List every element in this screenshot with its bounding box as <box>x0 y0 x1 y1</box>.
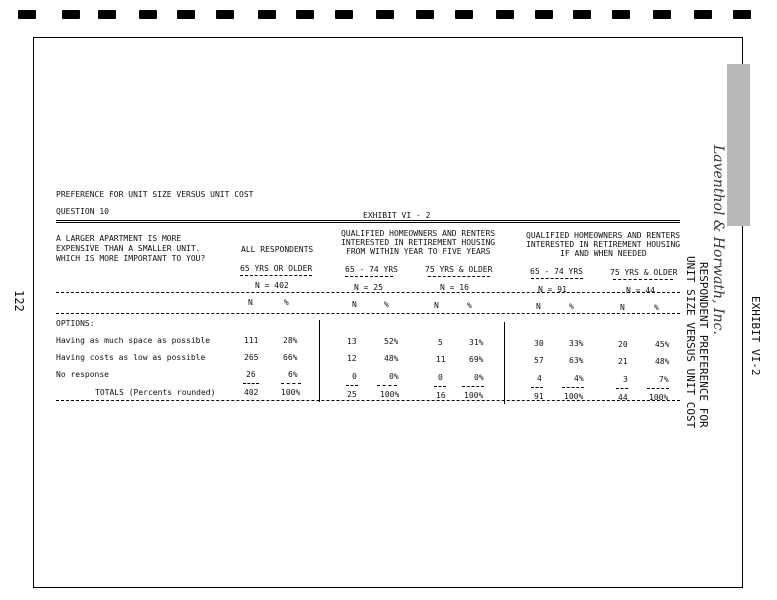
cell: 13 <box>347 337 357 346</box>
binder-hole <box>18 10 36 19</box>
question-number: QUESTION 10 <box>56 207 109 216</box>
total-cell: 16 <box>436 391 446 400</box>
column-divider <box>319 320 320 402</box>
col-header-n: N <box>620 303 625 312</box>
cell: 31% <box>469 338 484 347</box>
cell: 20 <box>618 340 628 349</box>
col-header-pct: % <box>384 300 389 309</box>
cell: 3 <box>623 375 628 384</box>
col-header-pct: % <box>467 301 472 310</box>
exhibit-label: EXHIBIT VI - 2 <box>363 211 431 220</box>
group-five-n-1: N = 25 <box>354 283 383 292</box>
cell: 30 <box>534 339 544 348</box>
total-cell: 100% <box>380 390 400 399</box>
cell: 45% <box>655 340 670 349</box>
company-tab <box>727 64 750 226</box>
binder-hole <box>694 10 712 19</box>
binder-hole <box>335 10 353 19</box>
column-header-rule <box>56 292 680 293</box>
sum-rule <box>562 387 584 388</box>
sum-rule <box>647 388 669 389</box>
group-five-age-2: 75 YRS & OLDER <box>425 265 493 274</box>
group-needed-title-line: IF AND WHEN NEEDED <box>560 249 647 258</box>
cell: 63% <box>569 356 584 365</box>
underline <box>240 275 312 276</box>
binder-hole <box>535 10 553 19</box>
sum-rule <box>281 383 301 384</box>
side-exhibit-label: EXHIBIT VI-2 <box>749 296 762 376</box>
group-five-title-line: QUALIFIED HOMEOWNERS AND RENTERS <box>341 229 496 238</box>
total-cell: 100% <box>281 388 301 397</box>
col-header-pct: % <box>569 302 574 311</box>
table-title: PREFERENCE FOR UNIT SIZE VERSUS UNIT COST <box>56 190 254 199</box>
total-cell: 91 <box>534 392 544 401</box>
group-needed-title-line: QUALIFIED HOMEOWNERS AND RENTERS <box>526 231 681 240</box>
cell: 7% <box>659 375 669 384</box>
sum-rule <box>616 388 628 389</box>
binder-hole <box>258 10 276 19</box>
group-five-title-line: INTERESTED IN RETIREMENT HOUSING <box>341 238 496 247</box>
cell: 0% <box>474 373 484 382</box>
col-header-pct: % <box>654 303 659 312</box>
column-divider <box>504 322 505 404</box>
sum-rule <box>346 385 358 386</box>
row-label: Having as much space as possible <box>56 336 211 345</box>
underline <box>613 279 673 280</box>
group-needed-age-1: 65 - 74 YRS <box>530 267 583 276</box>
cell: 48% <box>655 357 670 366</box>
options-label: OPTIONS: <box>56 319 95 328</box>
cell: 57 <box>534 356 544 365</box>
sum-rule <box>531 387 543 388</box>
cell: 0 <box>438 373 443 382</box>
cell: 28% <box>283 336 298 345</box>
group-needed-title-line: INTERESTED IN RETIREMENT HOUSING <box>526 240 681 249</box>
cell: 66% <box>283 353 298 362</box>
binder-hole <box>496 10 514 19</box>
row-label: No response <box>56 370 109 379</box>
total-cell: 100% <box>464 391 484 400</box>
binder-holes <box>0 6 777 22</box>
underline <box>531 278 583 279</box>
col-header-n: N <box>248 298 253 307</box>
binder-hole <box>62 10 80 19</box>
group-needed-n-1: N = 91 <box>538 285 567 294</box>
sum-rule <box>462 386 484 387</box>
cell: 26 <box>246 370 256 379</box>
question-line: A LARGER APARTMENT IS MORE <box>56 234 182 243</box>
company-logo: Laventhol & Horwath, Inc. <box>710 145 726 335</box>
total-cell: 100% <box>649 393 669 402</box>
total-cell: 402 <box>244 388 259 397</box>
cell: 4 <box>537 374 542 383</box>
group-five-n-2: N = 16 <box>440 283 469 292</box>
group-all-n: N = 402 <box>255 281 289 290</box>
sum-rule <box>434 386 446 387</box>
underline <box>428 276 490 277</box>
group-all-title: ALL RESPONDENTS <box>241 245 314 254</box>
binder-hole <box>573 10 591 19</box>
cell: 111 <box>244 336 259 345</box>
cell: 48% <box>384 354 399 363</box>
total-cell: 44 <box>618 393 628 402</box>
group-needed-age-2: 75 YRS & OLDER <box>610 268 678 277</box>
cell: 4% <box>574 374 584 383</box>
cell: 0 <box>352 372 357 381</box>
col-header-n: N <box>536 302 541 311</box>
total-cell: 100% <box>564 392 584 401</box>
group-five-title-line: FROM WITHIN YEAR TO FIVE YEARS <box>346 247 491 256</box>
question-line: EXPENSIVE THAN A SMALLER UNIT. <box>56 244 201 253</box>
group-all-age: 65 YRS OR OLDER <box>240 264 313 273</box>
binder-hole <box>296 10 314 19</box>
group-needed-n-2: N = 44 <box>626 286 655 295</box>
col-header-pct: % <box>284 298 289 307</box>
binder-hole <box>612 10 630 19</box>
group-five-age-1: 65 - 74 YRS <box>345 265 398 274</box>
sum-rule <box>243 383 259 384</box>
cell: 265 <box>244 353 259 362</box>
total-cell: 25 <box>347 390 357 399</box>
underline <box>345 276 393 277</box>
header-rule <box>56 220 680 223</box>
side-title-line2: UNIT SIZE VERSUS UNIT COST <box>684 256 697 429</box>
binder-hole <box>98 10 116 19</box>
cell: 69% <box>469 355 484 364</box>
sum-rule <box>377 385 397 386</box>
cell: 5 <box>438 338 443 347</box>
binder-hole <box>216 10 234 19</box>
cell: 21 <box>618 357 628 366</box>
row-label: Having costs as low as possible <box>56 353 206 362</box>
question-line: WHICH IS MORE IMPORTANT TO YOU? <box>56 254 206 263</box>
cell: 12 <box>347 354 357 363</box>
binder-hole <box>455 10 473 19</box>
body-top-rule <box>56 313 680 314</box>
cell: 33% <box>569 339 584 348</box>
col-header-n: N <box>352 300 357 309</box>
page-number: 122 <box>12 290 26 312</box>
binder-hole <box>139 10 157 19</box>
cell: 0% <box>389 372 399 381</box>
totals-label: TOTALS (Percents rounded) <box>95 388 216 397</box>
table-bottom-rule <box>56 400 680 401</box>
cell: 11 <box>436 355 446 364</box>
binder-hole <box>177 10 195 19</box>
side-title-line1: RESPONDENT PREFERENCE FOR <box>697 262 710 428</box>
binder-hole <box>733 10 751 19</box>
cell: 6% <box>288 370 298 379</box>
cell: 52% <box>384 337 399 346</box>
col-header-n: N <box>434 301 439 310</box>
binder-hole <box>416 10 434 19</box>
binder-hole <box>653 10 671 19</box>
binder-hole <box>376 10 394 19</box>
